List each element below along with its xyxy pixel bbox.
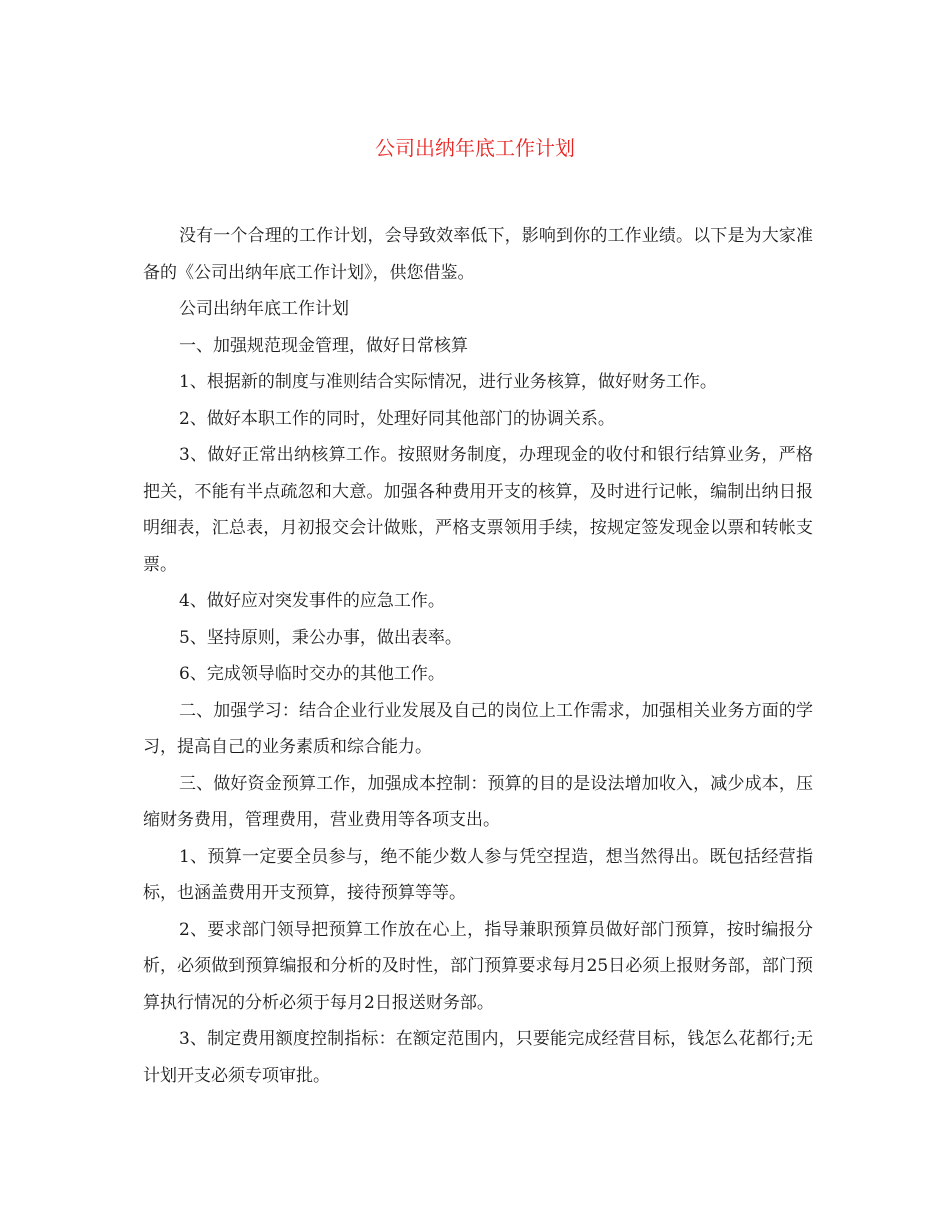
list-item-cash-4: 4、做好应对突发事件的应急工作。 (179, 591, 445, 611)
section-heading-cash-management: 一、加强规范现金管理，做好日常核算 (179, 335, 468, 356)
paragraph-plan-heading: 公司出纳年底工作计划 (179, 299, 349, 319)
paragraph-intro: 没有一个合理的工作计划，会导致效率低下，影响到你的工作业绩。以下是为大家准备的《公司出纳年底工作计划》，供您借鉴。 (143, 226, 813, 283)
section-heading-budget: 三、做好资金预算工作，加强成本控制：预算的目的是设法增加收入，减少成本，压缩财务费用，管理费用，营业费用等各项支出。 (143, 773, 813, 830)
section-heading-learning: 二、加强学习：结合企业行业发展及自己的岗位上工作需求，加强相关业务方面的学习，提高自己的业务素质和综合能力。 (143, 700, 813, 757)
list-item-cash-1: 1、根据新的制度与准则结合实际情况，进行业务核算，做好财务工作。 (179, 372, 717, 392)
list-item-cash-3: 3、做好正常出纳核算工作。按照财务制度，办理现金的收付和银行结算业务，严格把关，不能有半点疏忽和大意。加强各种费用开支的核算，及时进行记帐，编制出纳日报明细表，汇总表，月初报交会计做账，严格支票领用手续，按规定签发现金以票和转帐支票。 (143, 445, 813, 575)
list-item-cash-5: 5、坚持原则，秉公办事，做出表率。 (179, 627, 462, 648)
list-item-budget-3: 3、制定费用额度控制指标：在额定范围内，只要能完成经营目标，钱怎么花都行;无计划开支必须专项审批。 (143, 1029, 813, 1086)
document-body (143, 218, 813, 1094)
list-item-budget-1: 1、预算一定要全员参与，绝不能少数人参与凭空捏造，想当然得出。既包括经营指标，也涵盖费用开支预算，接待预算等等。 (143, 846, 813, 903)
document-title: 公司出纳年底工作计划 (375, 136, 575, 160)
list-item-cash-2: 2、做好本职工作的同时，处理好同其他部门的协调关系。 (179, 408, 615, 429)
list-item-budget-2: 2、要求部门领导把预算工作放在心上，指导兼职预算员做好部门预算，按时编报分析，必须做到预算编报和分析的及时性，部门预算要求每月25日必须上报财务部，部门预算执行情况的分析必须于每月2日报送财务部。 (143, 919, 813, 1013)
list-item-cash-6: 6、完成领导临时交办的其他工作。 (179, 664, 445, 684)
